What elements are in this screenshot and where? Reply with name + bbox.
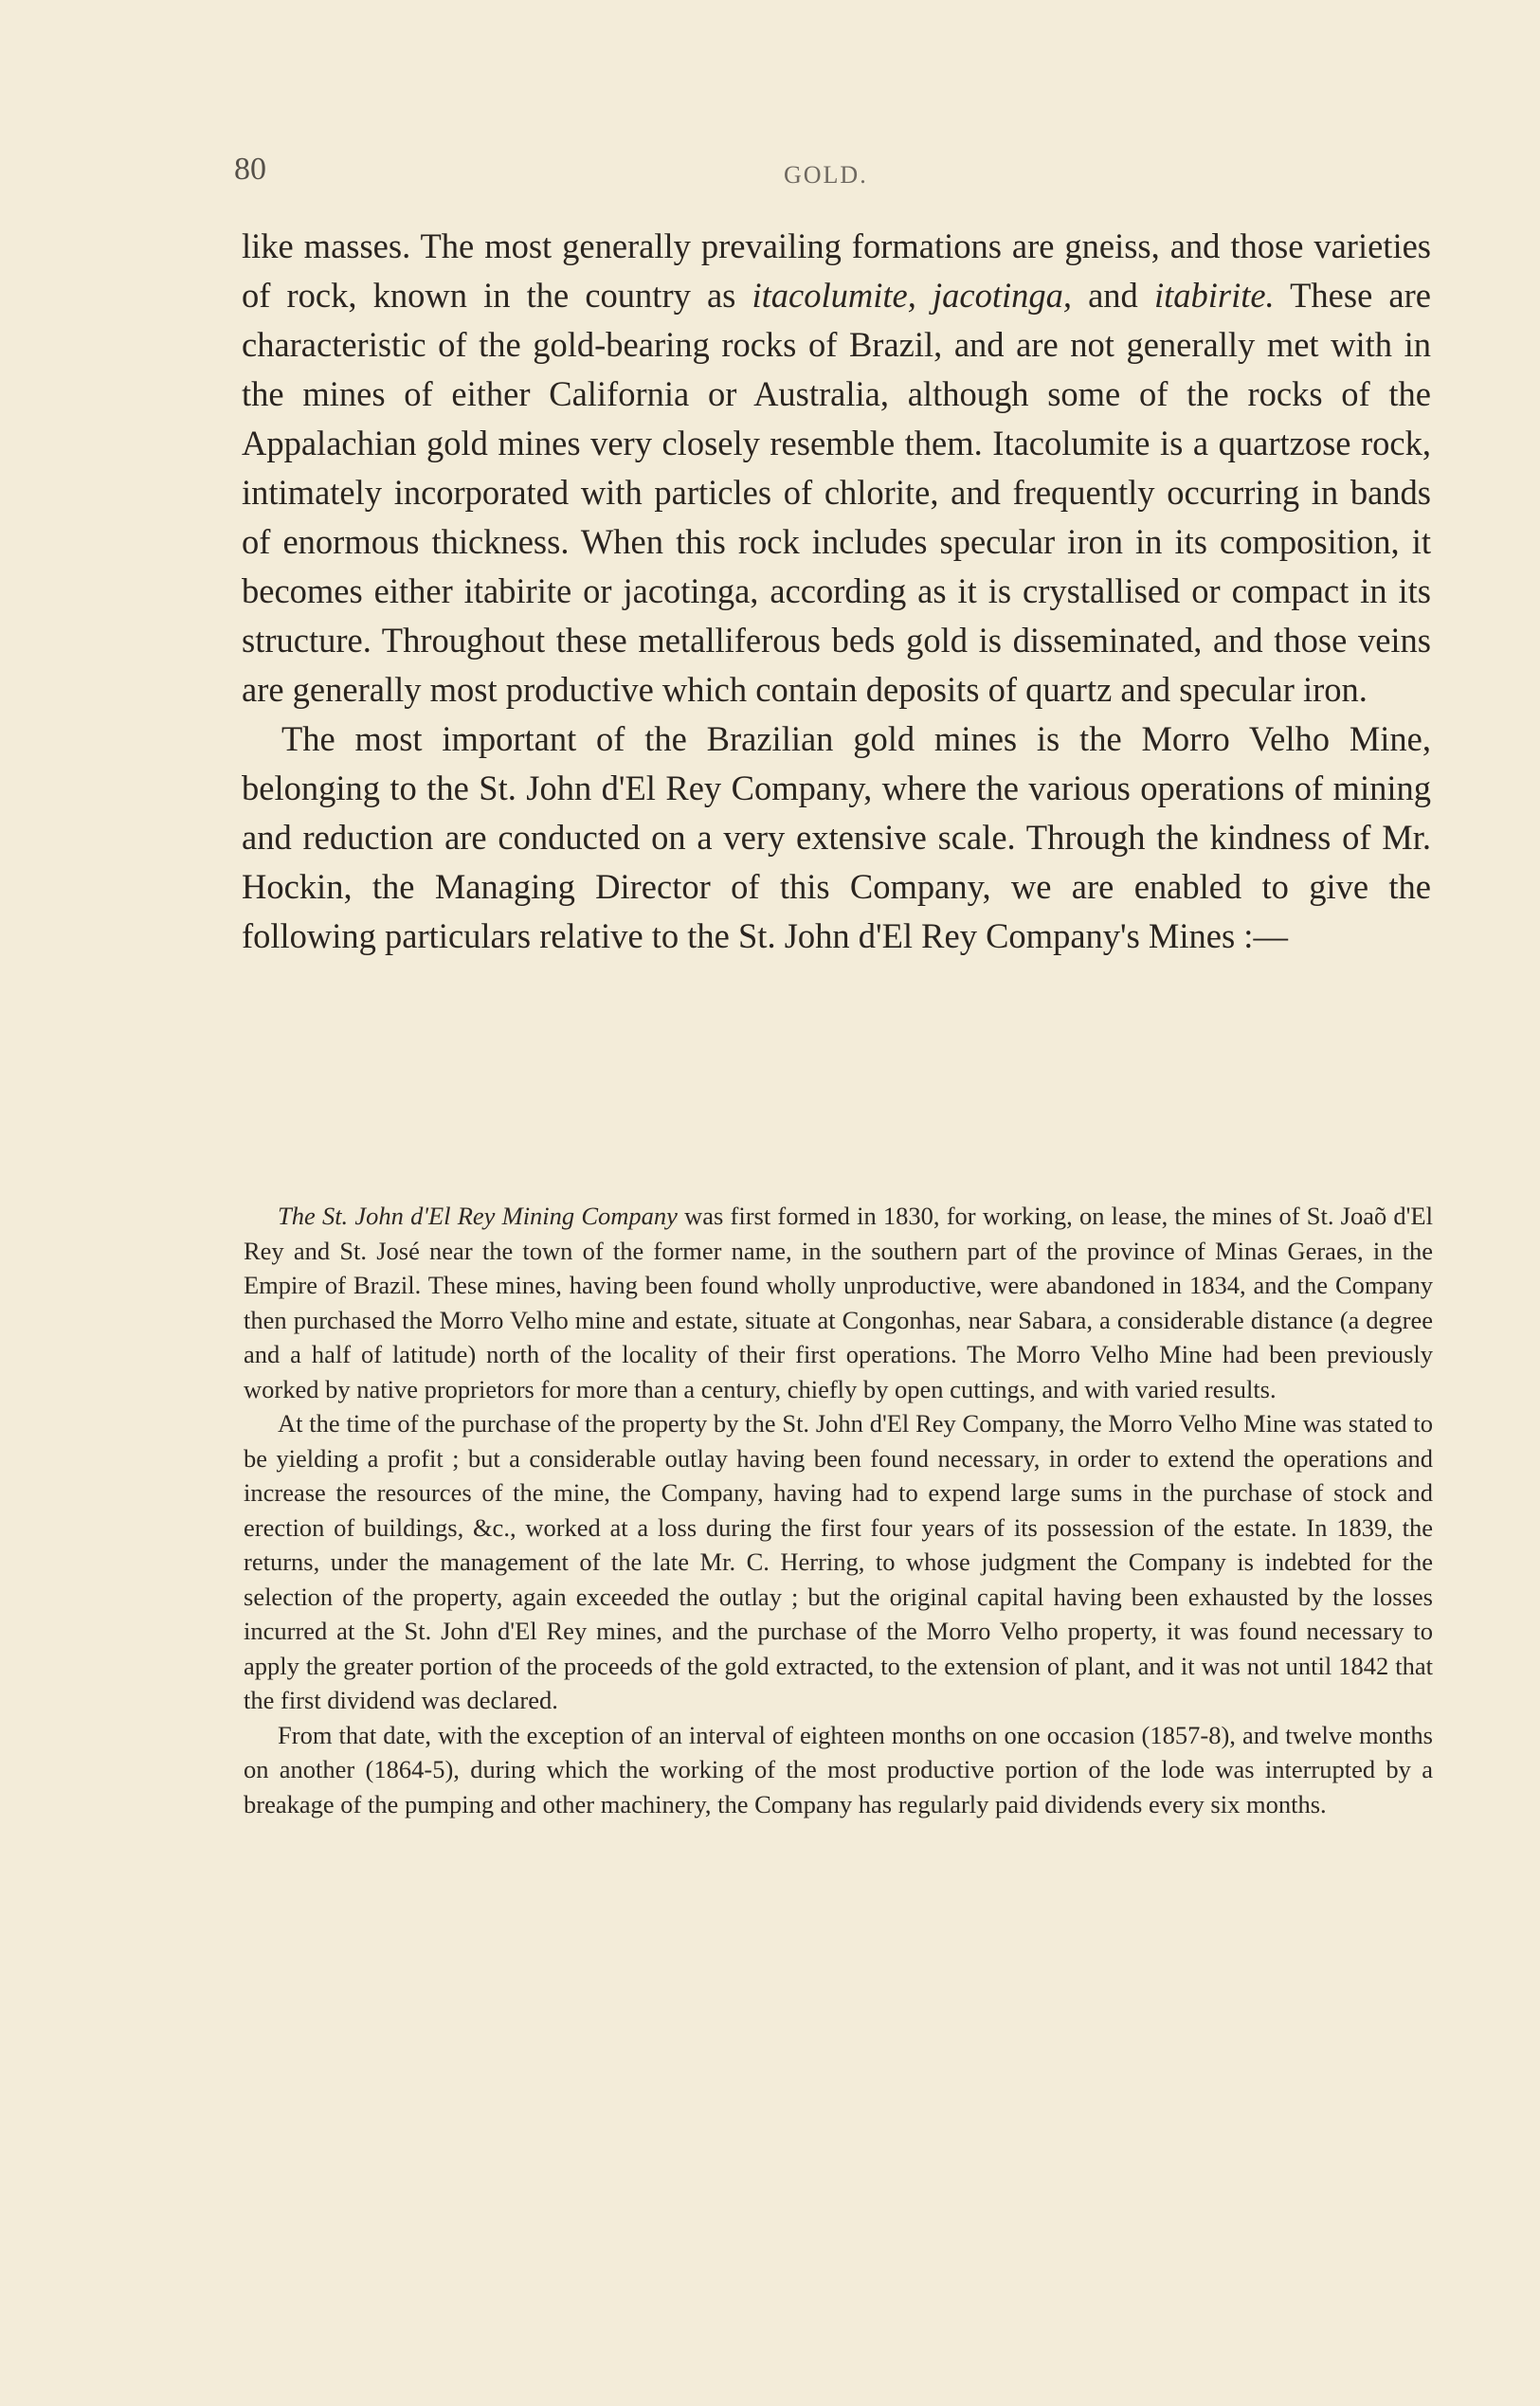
paragraph-formations <box>242 222 1431 715</box>
body-text <box>242 222 1431 961</box>
quote-paragraph-formation-text: was first formed in 1830, for working, on lease, the mines of St. Joaõ d'El Rey and St. José near the town of the former name, in the southern part of the province of Minas Geraes, in the Empire of Brazil. These mines, having been found wholly unproductive, were abandoned in 1834, and the Company then purchased the Morro Velho mine and estate, situate at Congonhas, near Sabara, a considerable distance (a degree and a half of latitude) north of the locality of their first operations. The Morro Velho Mine had been previously worked by native proprietors for more than a century, chiefly by open cuttings, and with varied results. <box>244 1202 1433 1403</box>
quote-paragraph-formation <box>244 1199 1433 1406</box>
itabirite-italic: itabirite. <box>1153 276 1275 315</box>
quote-paragraph-dividends: From that date, with the exception of an interval of eighteen months on one occasion (1857-8), and twelve months on another (1864-5), during which the working of the most productive portion of the lode was interrupted by a breakage of the pumping and other machinery, the Company has regularly paid dividends every six months. <box>244 1720 1433 1818</box>
paragraph-morro-velho: The most important of the Brazilian gold mines is the Morro Velho Mine, belonging to the St. John d'El Rey Company, where the various operations of mining and reduction are conducted on a very extensive scale. Through the kindness of Mr. Hockin, the Managing Director of this Company, we are enabled to give the following particulars relative to the St. John d'El Rey Company's Mines :— <box>242 719 1431 955</box>
paragraph-formations-part-b: and <box>1071 276 1154 315</box>
running-title: GOLD. <box>784 161 868 189</box>
quoted-extract <box>244 1199 1433 1821</box>
paragraph-formations-part-c: These are characteristic of the gold-bearing rocks of Brazil, and are not generally met with in the mines of either California or Australia, although some of the rocks of the Appalachian gold mines very closely resemble them. Itacolumite is a quartzose rock, intimately incorporated with particles of chlorite, and frequently occurring in bands of enormous thickness. When this rock includes specular iron in its composition, it becomes either itabirite or jacotinga, according as it is crystallised or compact in its structure. Throughout these metalliferous beds gold is disseminated, and those veins are generally most productive which contain deposits of quartz and specular iron. <box>242 276 1431 709</box>
company-name-italic: The St. John d'El Rey Mining Company <box>278 1202 678 1230</box>
paragraph-formations-part-a: like masses. The most generally prevailing formations are gneiss, and those varieties of rock, known in the country as <box>242 226 1431 315</box>
quote-paragraph-purchase: At the time of the purchase of the property by the St. John d'El Rey Company, the Morro Velho Mine was stated to be yielding a profit ; but a considerable outlay having been found necessary, in order to extend the operations and increase the resources of the mine, the Company, having had to expend large sums in the purchase of stock and erection of buildings, &c., worked at a loss during the first four years of its possession of the estate. In 1839, the returns, under the management of the late Mr. C. Herring, to whose judgment the Company is indebted for the selection of the property, again exceeded the outlay ; but the original capital having been exhausted by the losses incurred at the St. John d'El Rey mines, and the purchase of the Morro Velho property, it was found necessary to apply the greater portion of the proceeds of the gold extracted, to the extension of plant, and it was not until 1842 that the first dividend was declared. <box>244 1409 1433 1714</box>
page-number: 80 <box>234 152 266 187</box>
rock-names-italic: itacolumite, jacotinga, <box>752 276 1072 315</box>
running-head <box>234 152 1433 199</box>
